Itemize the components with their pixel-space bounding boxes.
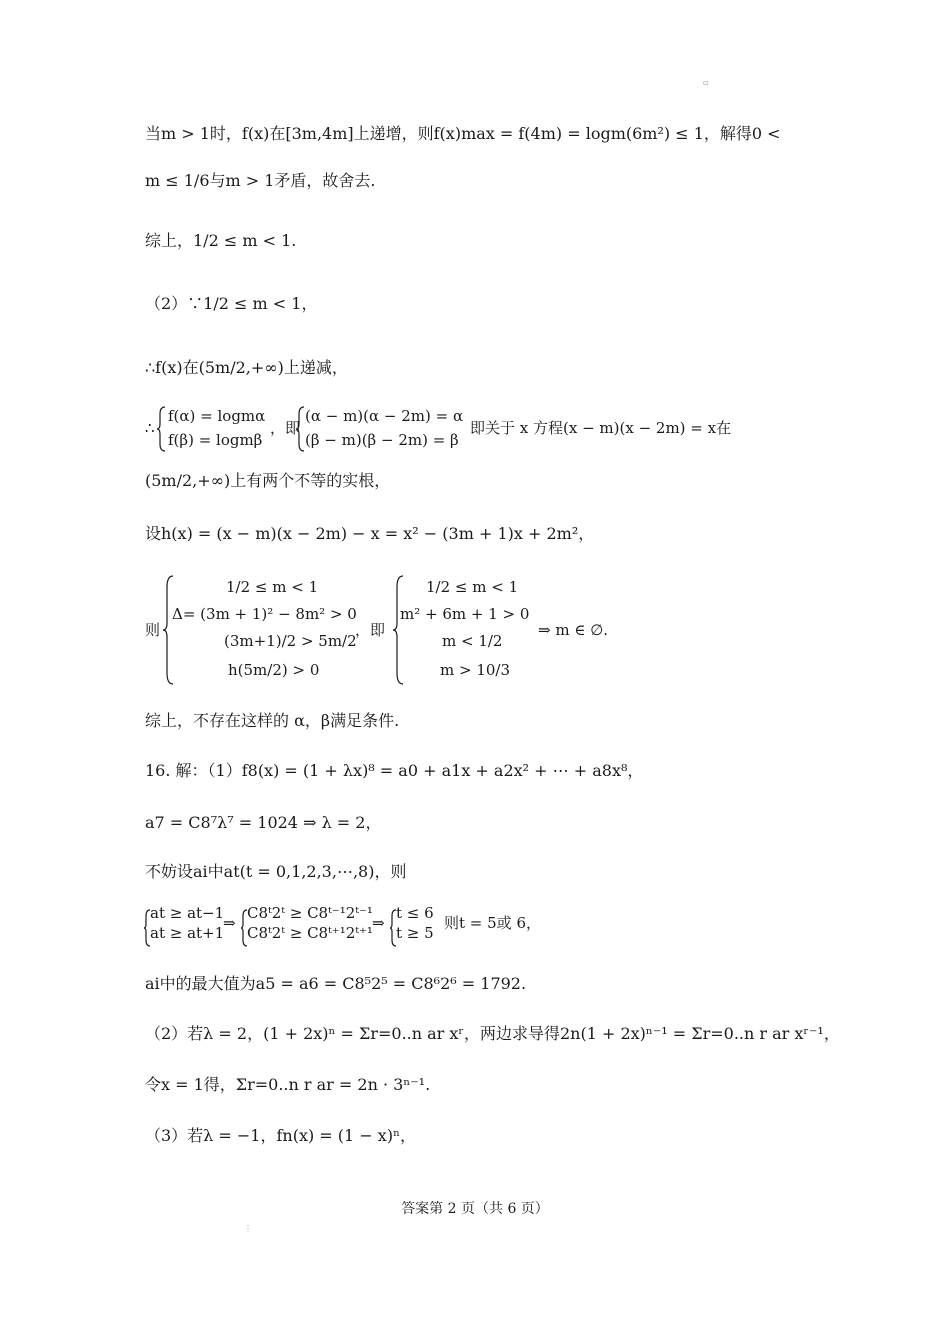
text-line-9: 综上，不存在这样的 α，β满足条件. [145,711,400,730]
text-line-7: (5m/2,+∞)上有两个不等的实根， [145,471,391,490]
system1-tail: 即关于 x 方程(x − m)(x − 2m) = x在 [470,419,732,437]
system1-prefix: ∴ [145,419,155,437]
system2-left-eq1: 1/2 ≤ m < 1 [226,578,319,596]
left-brace [156,406,166,452]
system2-right-eq2: m² + 6m + 1 > 0 [400,605,530,623]
system3-left-eq2: at ≥ at+1 [150,924,225,942]
system1-left-eq1: f(α) = logmα [168,407,266,425]
system2-prefix: 则 [145,621,161,639]
system3-arrow-1: ⇒ [223,914,236,932]
system2-result: ⇒ m ∈ ∅. [538,621,609,639]
system2-mid-label: ，即 [355,621,386,639]
left-brace [392,575,404,685]
system2-right-eq1: 1/2 ≤ m < 1 [426,578,519,596]
system3-left-eq1: at ≥ at−1 [150,904,225,922]
text-line-1: 当m > 1时，f(x)在[3m,4m]上递增，则f(x)max = f(4m) = logm(6m²) ≤ 1，解得0 < [145,124,781,143]
system1-mid-label: ，即 [270,419,301,437]
text-line-14: ai中的最大值为a5 = a6 = C8⁵2⁵ = C8⁶2⁶ = 1792. [145,974,527,993]
speck-mark: ▫ [703,78,709,87]
page-footer: 答案第 2 页（共 6 页） [401,1201,549,1217]
system3-right-eq2: t ≥ 5 [396,924,434,942]
system3-tail: 则t = 5或 6， [444,914,541,932]
system2-left-eq4: h(5m/2) > 0 [228,661,320,679]
text-line-17: （3）若λ = −1，fn(x) = (1 − x)ⁿ， [145,1126,416,1145]
text-line-16: 令x = 1得，Σr=0..n r ar = 2n · 3ⁿ⁻¹. [145,1075,431,1094]
text-line-10: 16. 解：（1）f8(x) = (1 + λx)⁸ = a0 + a1x + a2x² + ⋯ + a8x⁸， [145,761,644,780]
system1-left-eq2: f(β) = logmβ [168,431,263,449]
system1-right-eq1: (α − m)(α − 2m) = α [305,407,464,425]
system3-right-eq1: t ≤ 6 [396,904,434,922]
left-brace [162,575,174,685]
left-brace [295,406,305,452]
speck-mark: ⋮ [244,1224,252,1233]
text-line-8: 设h(x) = (x − m)(x − 2m) − x = x² − (3m + 1)x + 2m²， [145,524,595,543]
system1-right-eq2: (β − m)(β − 2m) = β [305,431,459,449]
text-line-11: a7 = C8⁷λ⁷ = 1024 ⇒ λ = 2， [145,813,382,832]
text-line-5: ∴f(x)在(5m/2,+∞)上递减， [145,358,348,377]
system3-mid-eq1: C8ᵗ2ᵗ ≥ C8ᵗ⁻¹2ᵗ⁻¹ [247,904,373,922]
text-line-3: 综上，1/2 ≤ m < 1. [145,231,297,250]
system2-right-eq3: m < 1/2 [442,632,503,650]
text-line-2: m ≤ 1/6与m > 1矛盾，故舍去. [145,171,376,190]
system2-left-eq2: Δ= (3m + 1)² − 8m² > 0 [172,605,357,623]
system3-arrow-2: ⇒ [372,914,385,932]
text-line-15: （2）若λ = 2，(1 + 2x)ⁿ = Σr=0..n ar xʳ，两边求导得2n(1 + 2x)ⁿ⁻¹ = Σr=0..n r ar xʳ⁻¹， [145,1024,840,1043]
system3-mid-eq2: C8ᵗ2ᵗ ≥ C8ᵗ⁺¹2ᵗ⁺¹ [247,924,373,942]
system2-right-eq4: m > 10/3 [440,661,511,679]
text-line-4: （2）∵1/2 ≤ m < 1， [145,294,318,313]
system2-left-eq3: (3m+1)/2 > 5m/2 [224,632,357,650]
text-line-12: 不妨设ai中at(t = 0,1,2,3,⋯,8)，则 [145,862,407,881]
